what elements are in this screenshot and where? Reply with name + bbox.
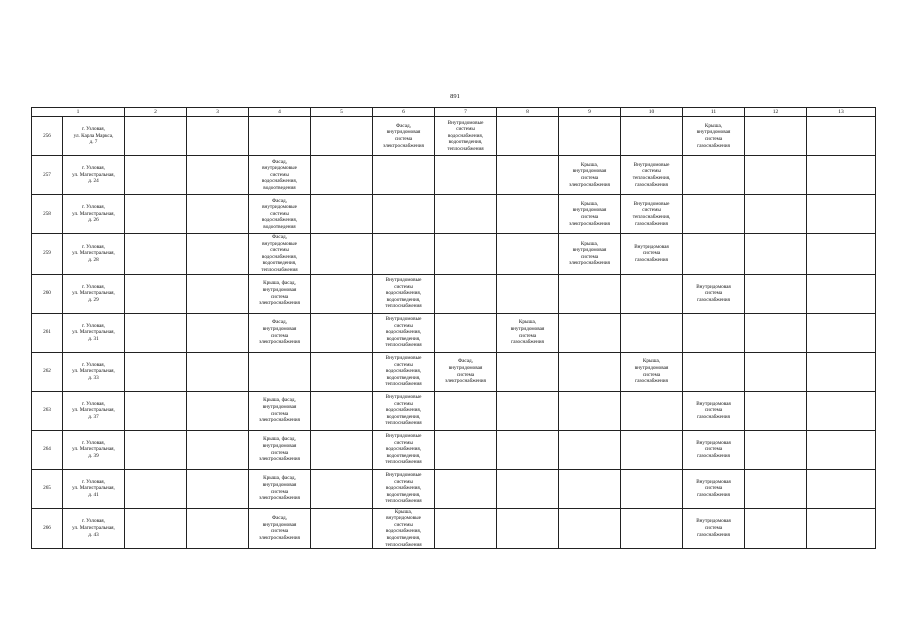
work-cell [621, 469, 683, 508]
work-cell [435, 195, 497, 234]
work-cell: Внутридомовые системы водоснабжения, водоотведения, теплоснабжения [373, 274, 435, 313]
work-cell: Фасад, внутридомовая система электроснабжения [249, 508, 311, 549]
work-cell [311, 391, 373, 430]
work-cell [187, 234, 249, 275]
work-cell [497, 117, 559, 156]
work-cell: Фасад, внутридомовая система электроснабжения [249, 313, 311, 352]
work-cell: Крыша, фасад, внутридомовая система электроснабжения [249, 274, 311, 313]
work-cell: Внутридомовые системы водоснабжения, водоотведения, теплоснабжения [373, 352, 435, 391]
work-cell [187, 313, 249, 352]
work-cell: Внутридомовые системы водоснабжения, водоотведения, теплоснабжения [373, 430, 435, 469]
address-cell: г. Узловая, ул. Магистральная, д. 29 [63, 274, 125, 313]
work-cell [745, 117, 807, 156]
row-number: 265 [32, 469, 63, 508]
work-cell [435, 234, 497, 275]
work-cell [621, 508, 683, 549]
page-number: 891 [450, 93, 460, 100]
work-cell [807, 234, 876, 275]
work-cell: Фасад, внутридомовые системы водоснабжения, водоотведения [249, 156, 311, 195]
row-number: 259 [32, 234, 63, 275]
work-cell [559, 313, 621, 352]
work-cell: Внутридомовая система газоснабжения [621, 234, 683, 275]
work-cell [621, 117, 683, 156]
table-row [32, 391, 876, 430]
work-cell [125, 352, 187, 391]
column-header-7: 7 [435, 108, 497, 117]
work-cell [559, 391, 621, 430]
work-cell [249, 117, 311, 156]
work-cell [125, 156, 187, 195]
column-header-6: 6 [373, 108, 435, 117]
work-cell [125, 508, 187, 549]
work-cell [125, 195, 187, 234]
work-cell [187, 156, 249, 195]
work-cell [497, 352, 559, 391]
row-number: 262 [32, 352, 63, 391]
address-cell: г. Узловая, ул. Магистральная, д. 33 [63, 352, 125, 391]
address-cell: г. Узловая, ул. Магистральная, д. 39 [63, 430, 125, 469]
work-cell [497, 391, 559, 430]
work-cell [745, 313, 807, 352]
work-cell: Внутридомовые системы теплоснабжения, газоснабжения [621, 195, 683, 234]
column-header-10: 10 [621, 108, 683, 117]
work-cell [621, 313, 683, 352]
repair-schedule-table [31, 107, 876, 549]
work-cell: Крыша, фасад, внутридомовая система электроснабжения [249, 430, 311, 469]
work-cell: Внутридомовые системы водоснабжения, водоотведения, теплоснабжения [373, 469, 435, 508]
work-cell [373, 234, 435, 275]
work-cell: Крыша, внутридомовая система электроснабжения [559, 234, 621, 275]
work-cell [559, 469, 621, 508]
table-row [32, 508, 876, 549]
address-cell: г. Узловая, ул. Магистральная, д. 26 [63, 195, 125, 234]
work-cell [559, 430, 621, 469]
work-cell [187, 391, 249, 430]
column-header-8: 8 [497, 108, 559, 117]
work-cell [497, 195, 559, 234]
work-cell [187, 274, 249, 313]
row-number: 258 [32, 195, 63, 234]
work-cell [435, 430, 497, 469]
work-cell [187, 469, 249, 508]
column-header-2: 2 [125, 108, 187, 117]
work-cell [311, 195, 373, 234]
work-cell: Внутридомовая система газоснабжения [683, 274, 745, 313]
work-cell [621, 274, 683, 313]
work-cell [745, 274, 807, 313]
work-cell [745, 234, 807, 275]
work-cell: Фасад, внутридомовые системы водоснабжения, водоотведения, теплоснабжения [249, 234, 311, 275]
table-row [32, 117, 876, 156]
row-number: 263 [32, 391, 63, 430]
table-row [32, 156, 876, 195]
work-cell: Фасад, внутридомовая система электроснабжения [373, 117, 435, 156]
work-cell [497, 234, 559, 275]
work-cell: Крыша, фасад, внутридомовая система электроснабжения [249, 391, 311, 430]
work-cell [187, 508, 249, 549]
work-cell [807, 508, 876, 549]
table-row [32, 352, 876, 391]
column-header-11: 11 [683, 108, 745, 117]
work-cell [125, 274, 187, 313]
work-cell [683, 234, 745, 275]
address-cell: г. Узловая, ул. Магистральная, д. 41 [63, 469, 125, 508]
work-cell: Крыша, внутридомовая система газоснабжения [683, 117, 745, 156]
work-cell [435, 313, 497, 352]
column-header-9: 9 [559, 108, 621, 117]
work-cell [683, 156, 745, 195]
work-cell [807, 352, 876, 391]
work-cell [373, 156, 435, 195]
work-cell [311, 313, 373, 352]
work-cell: Фасад, внутридомовая система электроснабжения [435, 352, 497, 391]
work-cell: Внутридомовые системы теплоснабжения, газоснабжения [621, 156, 683, 195]
table-row [32, 430, 876, 469]
work-cell [311, 234, 373, 275]
column-header-12: 12 [745, 108, 807, 117]
work-cell [187, 352, 249, 391]
work-cell: Крыша, внутридомовая система газоснабжения [621, 352, 683, 391]
work-cell [559, 274, 621, 313]
work-cell [311, 117, 373, 156]
address-cell: г. Узловая, ул. Карла Маркса, д. 7 [63, 117, 125, 156]
work-cell: Крыша, внутридомовые системы водоснабжения, водоотведения, теплоснабжения [373, 508, 435, 549]
table-row [32, 274, 876, 313]
column-header-3: 3 [187, 108, 249, 117]
table-row [32, 234, 876, 275]
address-cell: г. Узловая, ул. Магистральная, д. 24 [63, 156, 125, 195]
work-cell [311, 430, 373, 469]
row-number: 257 [32, 156, 63, 195]
work-cell [745, 391, 807, 430]
work-cell [435, 274, 497, 313]
address-cell: г. Узловая, ул. Магистральная, д. 31 [63, 313, 125, 352]
work-cell [125, 469, 187, 508]
work-cell [807, 156, 876, 195]
work-cell [745, 430, 807, 469]
work-cell: Крыша, фасад, внутридомовая система электроснабжения [249, 469, 311, 508]
work-cell [311, 469, 373, 508]
work-cell: Внутридомовые системы водоснабжения, водоотведения, теплоснабжения [373, 391, 435, 430]
row-number: 260 [32, 274, 63, 313]
work-cell [745, 352, 807, 391]
work-cell [497, 430, 559, 469]
work-cell [249, 352, 311, 391]
work-cell: Внутридомовые системы водоснабжения, водоотведения, теплоснабжения [435, 117, 497, 156]
work-cell [311, 508, 373, 549]
work-cell [745, 508, 807, 549]
row-number: 261 [32, 313, 63, 352]
work-cell: Внутридомовые системы водоснабжения, водоотведения, теплоснабжения [373, 313, 435, 352]
work-cell [745, 195, 807, 234]
work-cell [497, 156, 559, 195]
table-row [32, 313, 876, 352]
work-cell [683, 313, 745, 352]
work-cell [807, 313, 876, 352]
work-cell [683, 352, 745, 391]
work-cell [125, 234, 187, 275]
work-cell [311, 274, 373, 313]
work-cell: Крыша, внутридомовая система электроснабжения [559, 195, 621, 234]
work-cell [125, 430, 187, 469]
work-cell [125, 313, 187, 352]
work-cell [807, 391, 876, 430]
row-number: 256 [32, 117, 63, 156]
work-cell [311, 156, 373, 195]
work-cell [621, 391, 683, 430]
work-cell: Внутридомовая система газоснабжения [683, 508, 745, 549]
address-cell: г. Узловая, ул. Магистральная, д. 43 [63, 508, 125, 549]
work-cell: Внутридомовая система газоснабжения [683, 430, 745, 469]
work-cell: Крыша, внутридомовая система электроснабжения [559, 156, 621, 195]
work-cell [807, 117, 876, 156]
row-number: 264 [32, 430, 63, 469]
work-cell: Внутридомовая система газоснабжения [683, 391, 745, 430]
work-cell [435, 508, 497, 549]
work-cell [807, 430, 876, 469]
address-cell: г. Узловая, ул. Магистральная, д. 37 [63, 391, 125, 430]
row-number: 266 [32, 508, 63, 549]
work-cell [559, 352, 621, 391]
work-cell: Фасад, внутридомовые системы водоснабжения, водоотведения [249, 195, 311, 234]
work-cell [621, 430, 683, 469]
work-cell [187, 117, 249, 156]
work-cell [745, 469, 807, 508]
work-cell [497, 469, 559, 508]
work-cell [373, 195, 435, 234]
work-cell [807, 195, 876, 234]
work-cell [807, 469, 876, 508]
table-row [32, 195, 876, 234]
table-row [32, 469, 876, 508]
work-cell [435, 469, 497, 508]
work-cell [807, 274, 876, 313]
work-cell [745, 156, 807, 195]
work-cell [187, 430, 249, 469]
work-cell: Крыша, внутридомовая система газоснабжения [497, 313, 559, 352]
work-cell [125, 391, 187, 430]
column-number-row [32, 108, 876, 117]
address-cell: г. Узловая, ул. Магистральная, д. 28 [63, 234, 125, 275]
work-cell: Внутридомовая система газоснабжения [683, 469, 745, 508]
work-cell [559, 508, 621, 549]
column-header-4: 4 [249, 108, 311, 117]
work-cell [125, 117, 187, 156]
work-cell [559, 117, 621, 156]
column-header-13: 13 [807, 108, 876, 117]
work-cell [497, 508, 559, 549]
work-cell [187, 195, 249, 234]
work-cell [435, 391, 497, 430]
work-cell [311, 352, 373, 391]
work-cell [683, 195, 745, 234]
work-cell [435, 156, 497, 195]
column-header-1: 1 [32, 108, 125, 117]
work-cell [497, 274, 559, 313]
column-header-5: 5 [311, 108, 373, 117]
